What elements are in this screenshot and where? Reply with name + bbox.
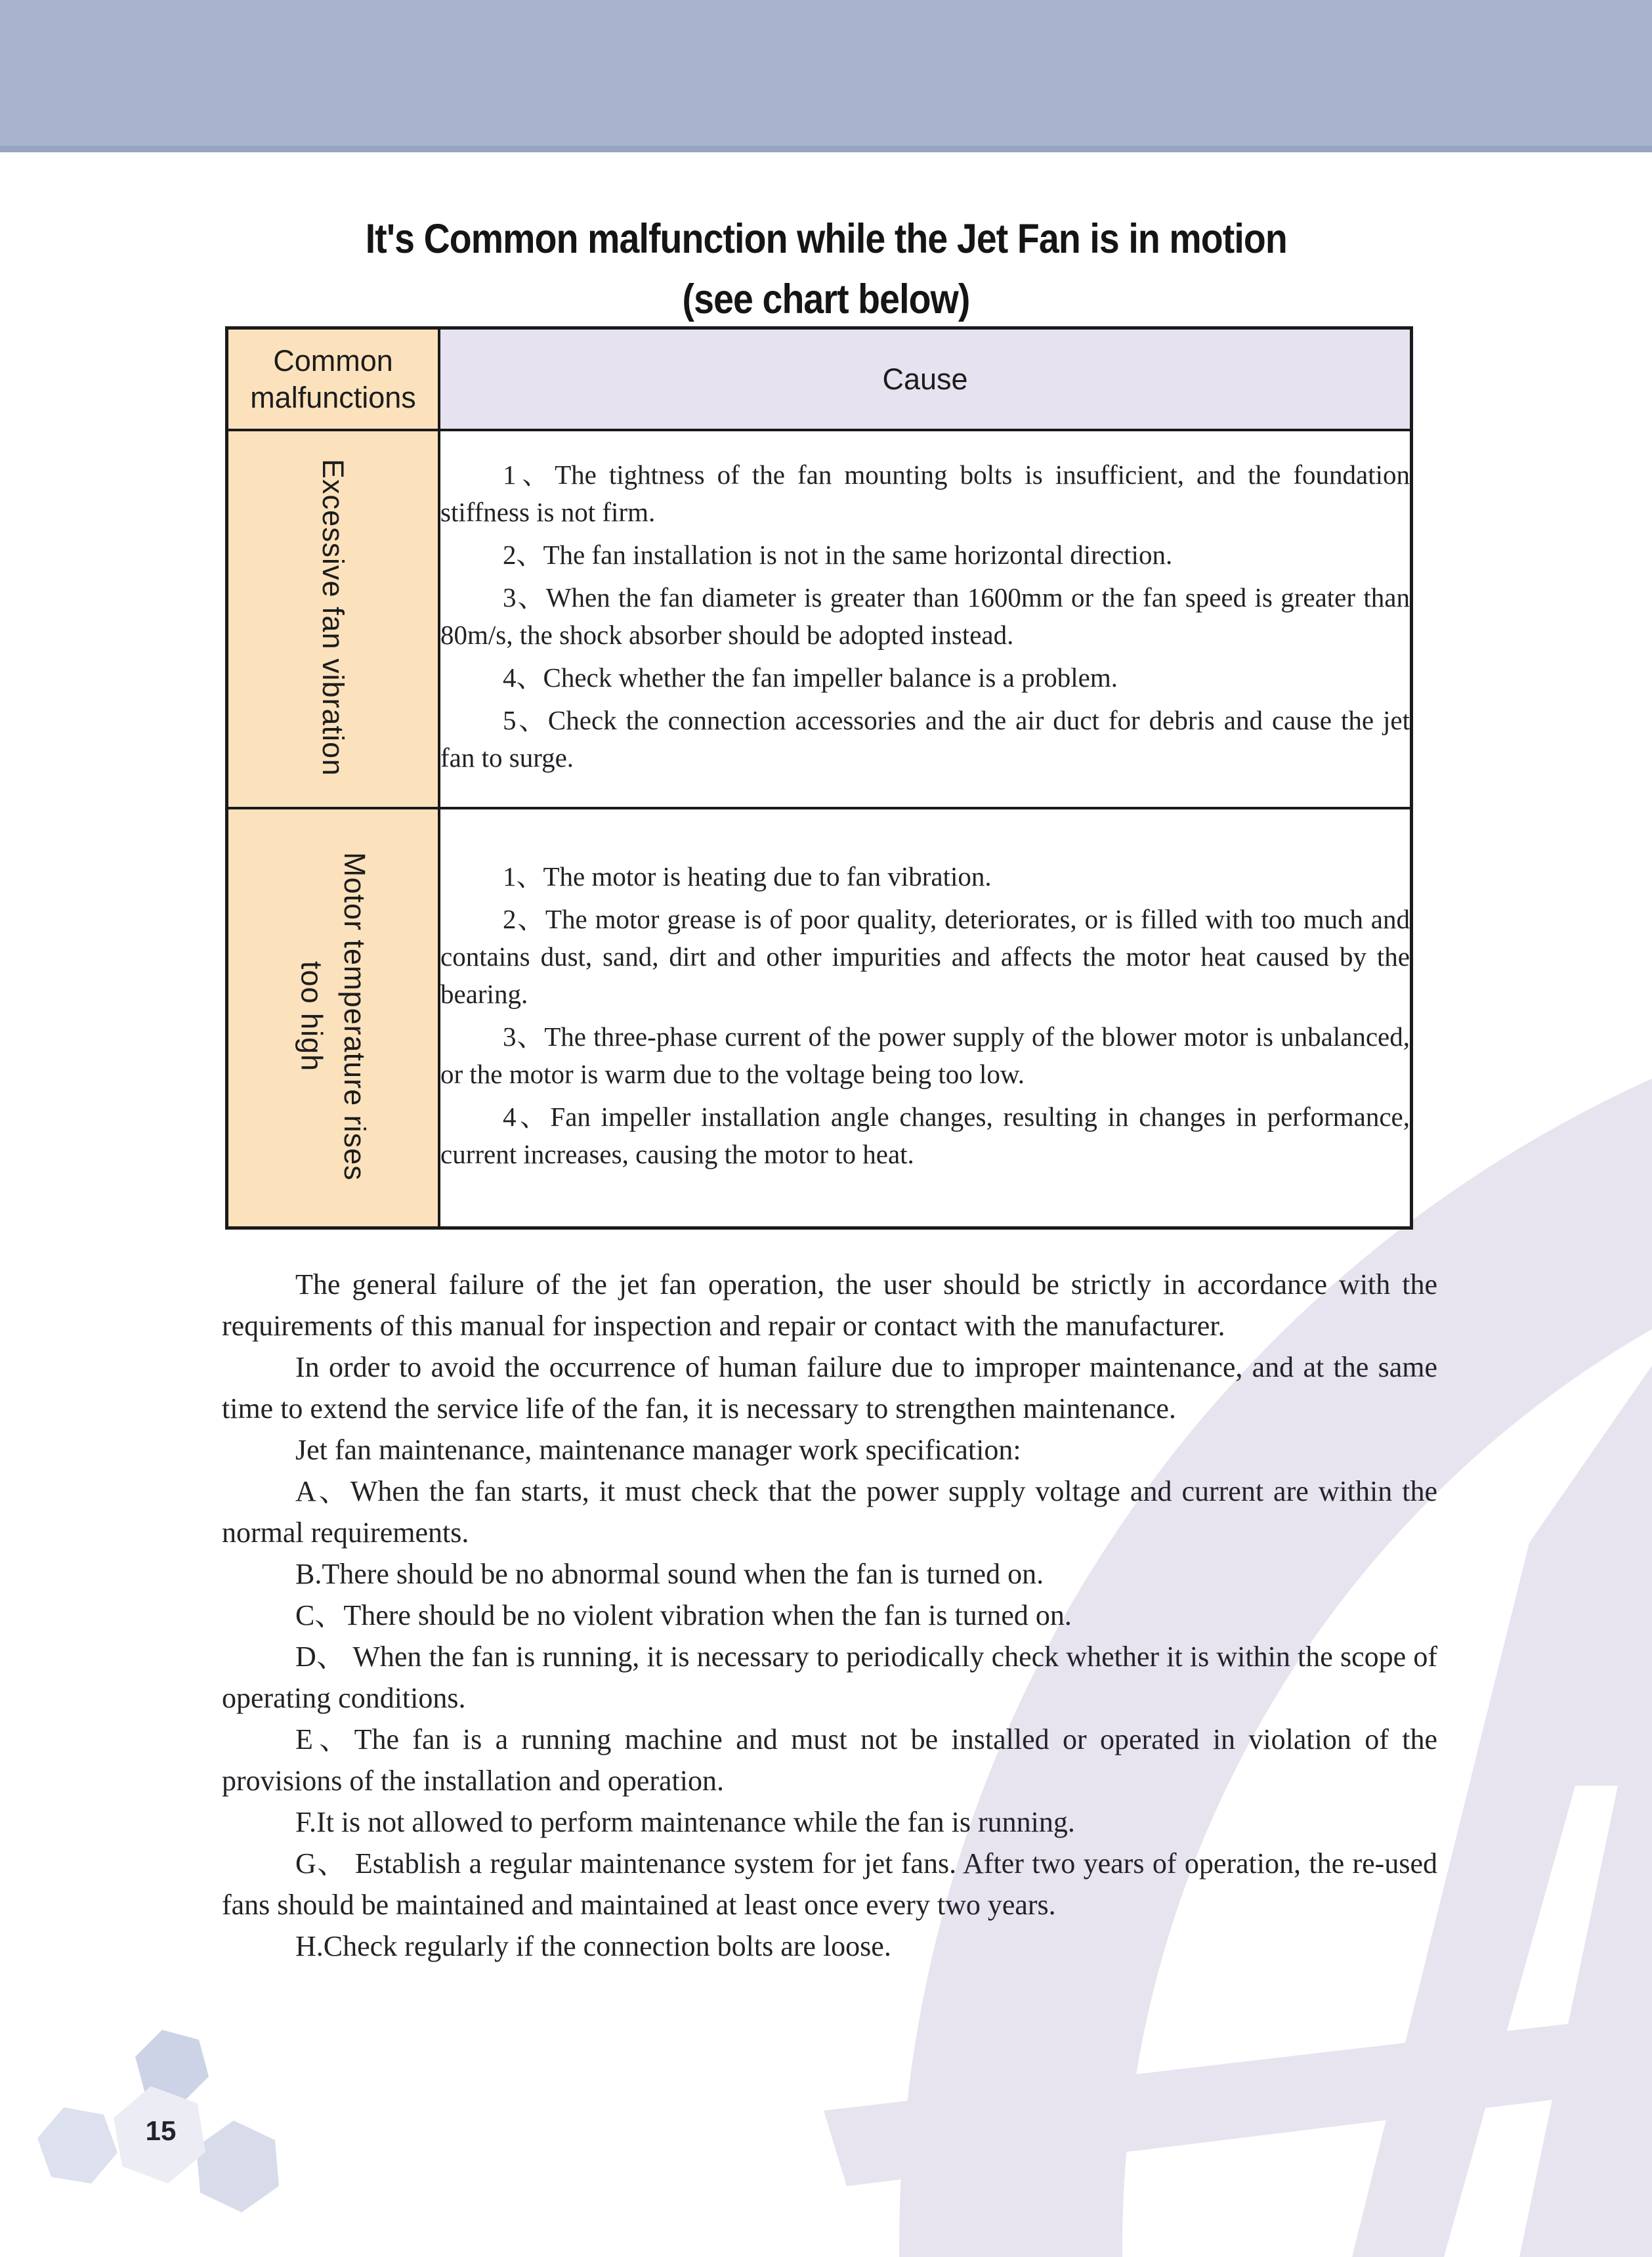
paragraph: G、 Establish a regular maintenance system for jet fans. After two years of operation, the re-used fans should be maintained and maintained at least once every two years.	[222, 1847, 1437, 1921]
cause-item: 3、When the fan diameter is greater than 1600mm or the fan speed is greater than 80m/s, the shock absorber should be adopted instead.	[440, 582, 1410, 650]
page-number: 15	[145, 2115, 177, 2146]
vertical-label-line: too high	[295, 960, 329, 1072]
table-row	[227, 808, 1412, 1228]
row-label-excessive-fan-vibration	[227, 430, 440, 808]
paragraph: A、When the fan starts, it must check that the power supply voltage and current are within the normal requirements.	[222, 1475, 1437, 1549]
cause-item: 4、Check whether the fan impeller balance is a problem.	[503, 662, 1118, 693]
cause-item: 5、Check the connection accessories and the air duct for debris and cause the jet fan to surge.	[440, 705, 1410, 773]
paragraph: E、The fan is a running machine and must not be installed or operated in violation of the provisions of the installation and operation.	[222, 1723, 1437, 1797]
vertical-label	[290, 852, 376, 1181]
paragraph: H.Check regularly if the connection bolts are loose.	[295, 1930, 891, 1962]
paragraph: In order to avoid the occurrence of human failure due to improper maintenance, and at the same time to extend the service life of the fan, it is necessary to strengthen maintenance.	[222, 1351, 1437, 1425]
vertical-label	[312, 459, 354, 776]
row-label-motor-temperature	[227, 808, 440, 1228]
vertical-label-line: Motor temperature rises	[337, 851, 371, 1181]
page-title	[0, 209, 1652, 330]
page-title-line2: (see chart below)	[682, 276, 970, 322]
cause-item: 3、The three-phase current of the power supply of the blower motor is unbalanced, or the motor is warm due to the voltage being too low.	[440, 1021, 1410, 1089]
cause-item: 2、The fan installation is not in the same horizontal direction.	[503, 540, 1173, 570]
cause-item: 4、Fan impeller installation angle changes, resulting in changes in performance, current increases, causing the motor to heat.	[440, 1101, 1410, 1169]
table-header-row	[227, 328, 1412, 431]
paragraph: The general failure of the jet fan operation, the user should be strictly in accordance with the requirements of this manual for inspection and repair or contact with the manufacturer.	[222, 1268, 1437, 1342]
cause-item: 1、The motor is heating due to fan vibration.	[503, 861, 992, 892]
table-row	[227, 430, 1412, 808]
paragraph: F.It is not allowed to perform maintenance while the fan is running.	[295, 1806, 1075, 1838]
paragraph: D、 When the fan is running, it is necessary to periodically check whether it is within the scope of operating conditions.	[222, 1641, 1437, 1714]
page-title-line1: It's Common malfunction while the Jet Fan is in motion	[365, 216, 1287, 262]
paragraph: Jet fan maintenance, maintenance manager work specification:	[295, 1434, 1021, 1466]
cause-cell-row1	[439, 430, 1412, 808]
cause-cell-row2	[439, 808, 1412, 1228]
column-header-cause: Cause	[439, 328, 1412, 431]
body-text	[222, 1264, 1437, 1967]
cause-item: 1、The tightness of the fan mounting bolts is insufficient, and the foundation stiffness is not firm.	[440, 460, 1410, 527]
column-header-common-malfunctions: Common malfunctions	[227, 328, 440, 431]
paragraph: C、There should be no violent vibration when the fan is turned on.	[295, 1599, 1072, 1631]
paragraph: B.There should be no abnormal sound when the fan is turned on.	[295, 1558, 1044, 1590]
vertical-label-line: Excessive fan vibration	[316, 458, 350, 777]
malfunction-table	[225, 326, 1413, 1230]
cause-item: 2、The motor grease is of poor quality, deteriorates, or is filled with too much and contains dust, sand, dirt and other impurities and affects the motor heat caused by the bearing.	[440, 903, 1410, 1009]
top-banner	[0, 0, 1652, 152]
